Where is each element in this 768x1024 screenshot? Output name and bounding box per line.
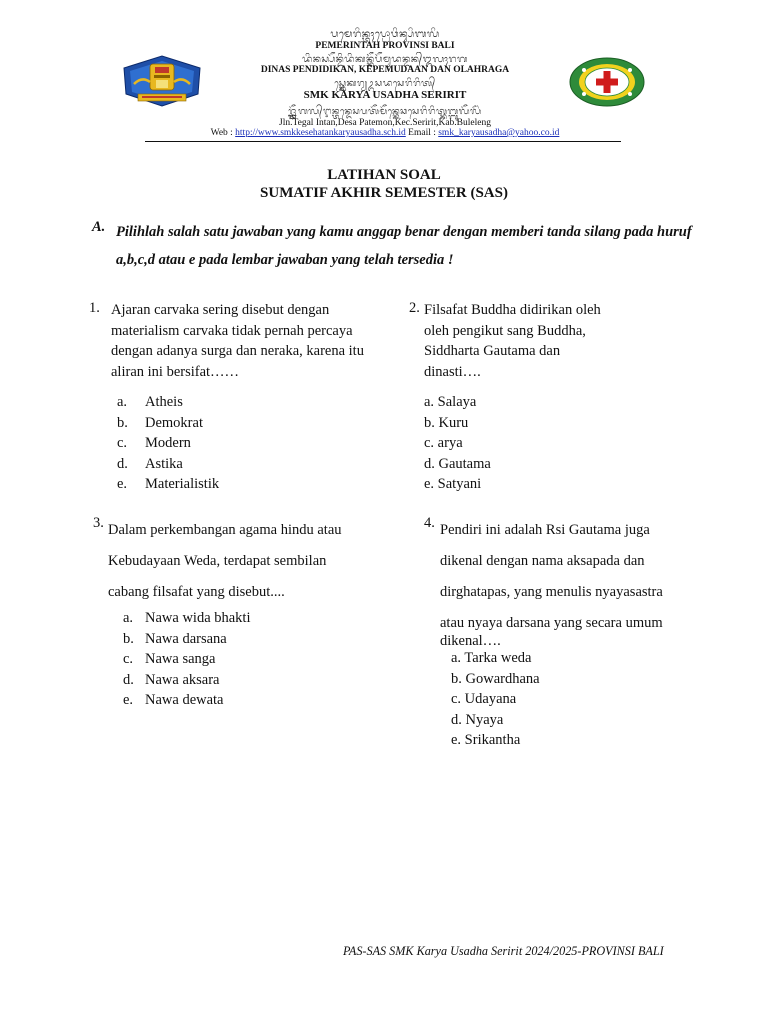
option-letter: a. <box>117 394 128 410</box>
question-3-options <box>123 608 251 711</box>
question-4-text <box>440 515 663 652</box>
option-text: Nawa darsana <box>145 630 227 647</box>
question-line: aliran ini bersifat…… <box>111 363 240 380</box>
section-letter: A. <box>92 219 106 235</box>
question-line: dirghatapas, yang menulis nyayasastra <box>440 584 663 600</box>
question-line: dinasti…. <box>424 363 481 380</box>
option-text: Nawa wida bhakti <box>145 610 251 626</box>
option-a[interactable]: a. Tarka weda <box>451 650 532 666</box>
option-d[interactable] <box>117 454 219 475</box>
option-letter: e. <box>117 476 128 493</box>
contact-line <box>160 128 610 138</box>
option-letter: a. <box>123 610 134 626</box>
option-d[interactable] <box>123 670 251 691</box>
question-line: Siddharta Gautama dan <box>424 343 561 360</box>
page-subtitle: SUMATIF AKHIR SEMESTER (SAS) <box>260 185 508 201</box>
web-label: Web : <box>210 128 236 138</box>
question-4-number: 4. <box>424 515 435 531</box>
question-line: dengan adanya surga dan neraka, karena itu <box>111 343 364 360</box>
page-footer: PAS-SAS SMK Karya Usadha Seririt 2024/2025-PROVINSI BALI <box>343 944 664 958</box>
school-address: Jln.Tegal Intan,Desa Patemon,Kec.Seririt,Kab.Buleleng <box>279 118 491 128</box>
question-line: Kebudayaan Weda, terdapat sembilan <box>108 553 327 569</box>
option-a[interactable]: a. Salaya <box>424 394 477 410</box>
option-letter: c. <box>123 651 134 668</box>
question-line: Pendiri ini adalah Rsi Gautama juga <box>440 522 650 538</box>
balinese-script-address: ᬚ᭄ᬮ᭄ᬦ᭄ᬢᭂᬕᬮ᭄ᬇᬦ᭄ᬢᬦ᭄ᬤᬾᬲᬧᬢᭂᬫᭂᬦ᭄ᬓᬾᬘᬲᬾᬭᬶᬭᬶᬢ᭄ᬓᬩ᭄ᬩᬸᬮᭂᬮᭂᬂ <box>288 107 482 117</box>
option-e[interactable] <box>117 474 219 495</box>
question-line: oleh pengikut sang Buddha, <box>424 322 586 339</box>
question-3-text <box>108 515 342 608</box>
balinese-script-government: ᬧᬫᬾᬭᬶᬦ᭄ᬢᬄᬧ᭄ᬭᭀᬯᬶᬦ᭄ᬲᬶᬩᬮᬶ <box>330 29 440 40</box>
instruction-text: Pilihlah salah satu jawaban yang kamu anggap benar dengan memberi tanda silang pada huruf a,b,c,d atau e pada lembar jawaban yang telah tersedia ! <box>116 224 692 268</box>
option-d[interactable]: d. Nyaya <box>451 711 504 728</box>
question-line: Filsafat Buddha didirikan oleh <box>424 302 601 318</box>
question-2-number: 2. <box>409 300 420 316</box>
option-c[interactable]: c. arya <box>424 435 463 452</box>
option-text: Nawa aksara <box>145 671 220 688</box>
option-b[interactable] <box>123 629 251 650</box>
option-d[interactable]: d. Gautama <box>424 455 491 472</box>
school-name: SMK KARYA USADHA SERIRIT <box>303 89 467 101</box>
option-b[interactable]: b. Gowardhana <box>451 670 540 687</box>
option-c[interactable] <box>117 433 219 454</box>
option-letter: b. <box>123 630 134 647</box>
option-c[interactable]: c. Udayana <box>451 691 517 708</box>
option-letter: b. <box>117 414 128 431</box>
option-e[interactable]: e. Satyani <box>424 476 482 493</box>
option-text: Nawa dewata <box>145 692 224 709</box>
option-text: Nawa sanga <box>145 651 216 668</box>
question-2-text <box>424 300 601 382</box>
question-line: Ajaran carvaka sering disebut dengan <box>111 302 330 318</box>
option-text: Materialistik <box>145 476 220 493</box>
option-letter: d. <box>117 455 128 472</box>
department-name: DINAS PENDIDIKAN, KEPEMUDAAN DAN OLAHRAGA <box>260 65 510 75</box>
question-1-options <box>117 392 219 495</box>
question-1-number: 1. <box>89 300 100 316</box>
option-e[interactable]: e. Srikantha <box>451 732 521 749</box>
option-c[interactable] <box>123 649 251 670</box>
option-text: Demokrat <box>145 414 203 431</box>
government-name: PEMERINTAH PROVINSI BALI <box>315 41 455 51</box>
question-line: materialism carvaka tidak pernah percaya <box>111 322 353 339</box>
option-a[interactable] <box>117 392 219 413</box>
question-1-text <box>111 300 364 382</box>
balinese-script-school: ᬲ᭄ᬫ᭄ᬓᬾᬓᬭ᭄ᬬᬉᬲᬤᬲᬾᬭᬶᬭᬶᬢ᭄ <box>334 79 436 89</box>
option-letter: e. <box>123 692 134 709</box>
email-link[interactable]: smk_karyausadha@yahoo.co.id <box>438 128 560 138</box>
option-text: Modern <box>145 435 191 452</box>
option-text: Atheis <box>145 394 183 410</box>
page-title: LATIHAN SOAL <box>327 167 441 183</box>
option-a[interactable] <box>123 608 251 629</box>
question-line: dikenal dengan nama aksapada dan <box>440 553 645 569</box>
option-letter: d. <box>123 671 134 688</box>
option-letter: c. <box>117 435 128 452</box>
question-4-options <box>451 648 540 751</box>
question-line: cabang filsafat yang disebut.... <box>108 584 285 600</box>
question-2-options <box>424 392 491 495</box>
question-line: Dalam perkembangan agama hindu atau <box>108 522 342 538</box>
question-3-number: 3. <box>93 515 104 531</box>
option-e[interactable] <box>123 690 251 711</box>
website-link[interactable]: http://www.smkkesehatankaryausadha.sch.id <box>235 128 406 138</box>
email-label: Email : <box>405 128 439 138</box>
option-b[interactable] <box>117 413 219 434</box>
question-line: dikenal…. <box>440 633 501 649</box>
option-text: Astika <box>145 455 183 472</box>
balinese-script-department: ᬤᬶᬦᬲ᭄ᬧᭂᬦ᭄ᬤᬶᬤᬶᬓᬦ᭄ᬓᭂᬧᭂᬫᬸᬤᬦ᭄ᬤᬦ᭄ᬑᬮᬄᬭᬕ <box>302 54 468 65</box>
letterhead-divider <box>145 141 621 142</box>
question-line: atau nyaya darsana yang secara umum <box>440 615 663 631</box>
option-b[interactable]: b. Kuru <box>424 414 469 431</box>
